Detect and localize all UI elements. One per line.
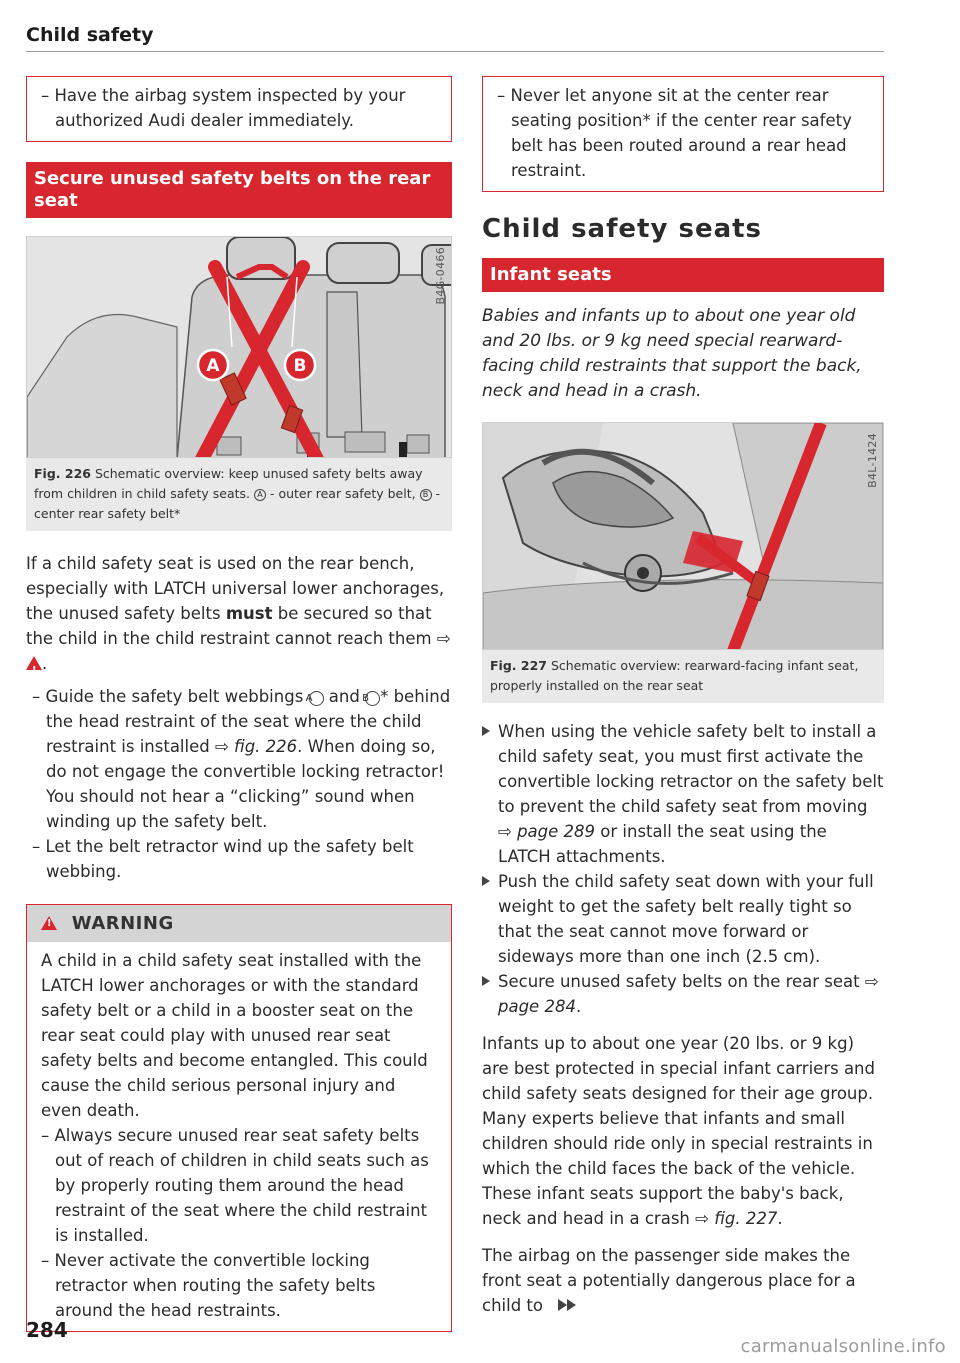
paragraph-text: . (777, 1209, 783, 1228)
label-a: A (206, 356, 220, 376)
step-text: and (328, 687, 360, 706)
paragraph-text: Infants up to about one year (20 lbs. or 9 kg) are best protected in special infant carriers and child safety seats designed for their age group. Many experts believe that infants and small children should ride only in special restraints in which the child faces the back of the vehicle. These infant seats support the baby's back, neck and head in a crash (482, 1034, 875, 1228)
step-text: – Guide the safety belt webbings (32, 687, 304, 706)
caption-text: - center rear safety belt* (34, 486, 441, 521)
infant-seat-illustration (483, 423, 883, 650)
callout-a-icon: A (309, 691, 324, 706)
item-text: or install the seat using the LATCH attachments. (498, 822, 827, 866)
figure-226-caption (26, 458, 452, 531)
bullet-arrow-icon (482, 976, 490, 986)
right-column (482, 76, 884, 1318)
airbag-inspection-note (26, 76, 452, 142)
callout-a-icon: A (254, 489, 266, 501)
instruction-list (482, 719, 884, 1019)
figure-226 (26, 236, 452, 458)
bullet-arrow-icon (482, 876, 490, 886)
caption-number: Fig. 226 (34, 466, 91, 481)
figure-227 (482, 422, 884, 650)
warning-body (27, 942, 451, 1331)
paragraph-text: be secured so that the child in the child restraint cannot reach them (26, 604, 432, 648)
chapter-title: Child safety seats (482, 214, 763, 244)
paragraph-text: If a child safety seat is used on the rear bench, especially with LATCH universal lower anchorages, the unused safety belts (26, 554, 445, 623)
paragraph: If a child safety seat is used on the rear bench, especially with LATCH universal lower anchorages, the unused safety belts must be secured so that the child in the child restraint cannot reach them ⇨ !. (26, 551, 452, 676)
instruction-step (26, 684, 452, 834)
intro-paragraph: Babies and infants up to about one year old and 20 lbs. or 9 kg need special rearward-facing child restraints that support the back, neck and head in a crash. (482, 306, 862, 401)
figure-code: B4G-0466 (434, 247, 447, 305)
warning-item: – Never activate the convertible locking retractor when routing the safety belts around the head restraints. (41, 1251, 376, 1320)
item-text: Secure unused safety belts on the rear seat (498, 972, 860, 991)
list-item (482, 869, 884, 969)
figure-reference-link[interactable]: ⇨ fig. 226 (214, 737, 298, 756)
rear-seat-belts-illustration (27, 237, 451, 458)
note-item: – Never let anyone sit at the center rear seating position* if the center rear safety belt has been routed around a rear head restraint. (497, 86, 852, 180)
label-b: B (293, 356, 307, 376)
continue-arrow-icon (558, 1299, 567, 1311)
page-reference-link[interactable]: ⇨ page 284 (498, 972, 879, 1016)
callout-b-icon: B (365, 691, 380, 706)
page-number: 284 (26, 1318, 68, 1342)
note-item: – Have the airbag system inspected by your authorized Audi dealer immediately. (41, 86, 406, 130)
paragraph (482, 1031, 884, 1231)
page-reference-link[interactable]: ⇨ page 289 (498, 822, 596, 841)
figure-code: B4L-1424 (866, 433, 879, 488)
warning-triangle-icon (26, 656, 42, 670)
left-column (26, 76, 452, 1332)
paragraph (482, 1243, 884, 1318)
page-header-title: Child safety (26, 24, 154, 46)
item-text: Push the child safety seat down with your full weight to get the safety belt really tight so that the seat cannot move forward or sideways more than one inch (2.5 cm). (498, 872, 874, 966)
item-text: When using the vehicle safety belt to install a child safety seat, you must first activate the convertible locking retractor on the safety belt to prevent the child safety seat from moving (498, 722, 884, 816)
caption-number: Fig. 227 (490, 658, 547, 673)
warning-box (26, 904, 452, 1332)
caption-text: - outer rear safety belt, (269, 486, 416, 501)
figure-227-caption (482, 650, 884, 703)
continue-arrow-icon (567, 1299, 576, 1311)
list-item (482, 719, 884, 869)
list-item (482, 969, 884, 1019)
caption-text: Schematic overview: rearward-facing infant seat, properly installed on the rear seat (490, 658, 859, 693)
callout-b-icon: B (420, 489, 432, 501)
section-title-secure-belts: Secure unused safety belts on the rear seat (26, 162, 452, 218)
warning-title: WARNING (71, 913, 174, 934)
warning-text: A child in a child safety seat installed with the LATCH lower anchorages or with the standard safety belt or a child in a booster seat on the rear seat could play with unused rear seat safety belts and become entangled. This could cause the child serious personal injury and even death. (41, 951, 428, 1120)
caption-text: Schematic overview: keep unused safety belts away from children in child safety seats. (34, 466, 423, 501)
warning-triangle-icon (41, 916, 57, 930)
step-text: . When doing so, do not engage the convertible locking retractor! You should not hear a “clicking” sound when winding up the safety belt. (46, 737, 445, 831)
section-title-infant-seats: Infant seats (482, 258, 884, 292)
paragraph-text: The airbag on the passenger side makes the front seat a potentially dangerous place for a child to (482, 1246, 856, 1315)
item-text: . (575, 997, 582, 1016)
emphasis: must (225, 604, 273, 623)
watermark: carmanualsonline.info (740, 1336, 946, 1357)
figure-reference-link[interactable]: ⇨ fig. 227 (695, 1209, 778, 1228)
warning-item: – Always secure unused rear seat safety belts out of reach of children in child seats such as by properly routing them around the head restraint of the seat where the child restraint is installed. (41, 1126, 429, 1245)
center-seat-note (482, 76, 884, 192)
warning-header (27, 905, 451, 942)
header-rule (26, 51, 884, 52)
step-text: * behind the head restraint of the seat where the child restraint is installed (46, 687, 451, 756)
reference-arrow: ⇨ (436, 629, 451, 648)
bullet-arrow-icon (482, 726, 490, 736)
instruction-step: – Let the belt retractor wind up the safety belt webbing. (32, 837, 414, 881)
